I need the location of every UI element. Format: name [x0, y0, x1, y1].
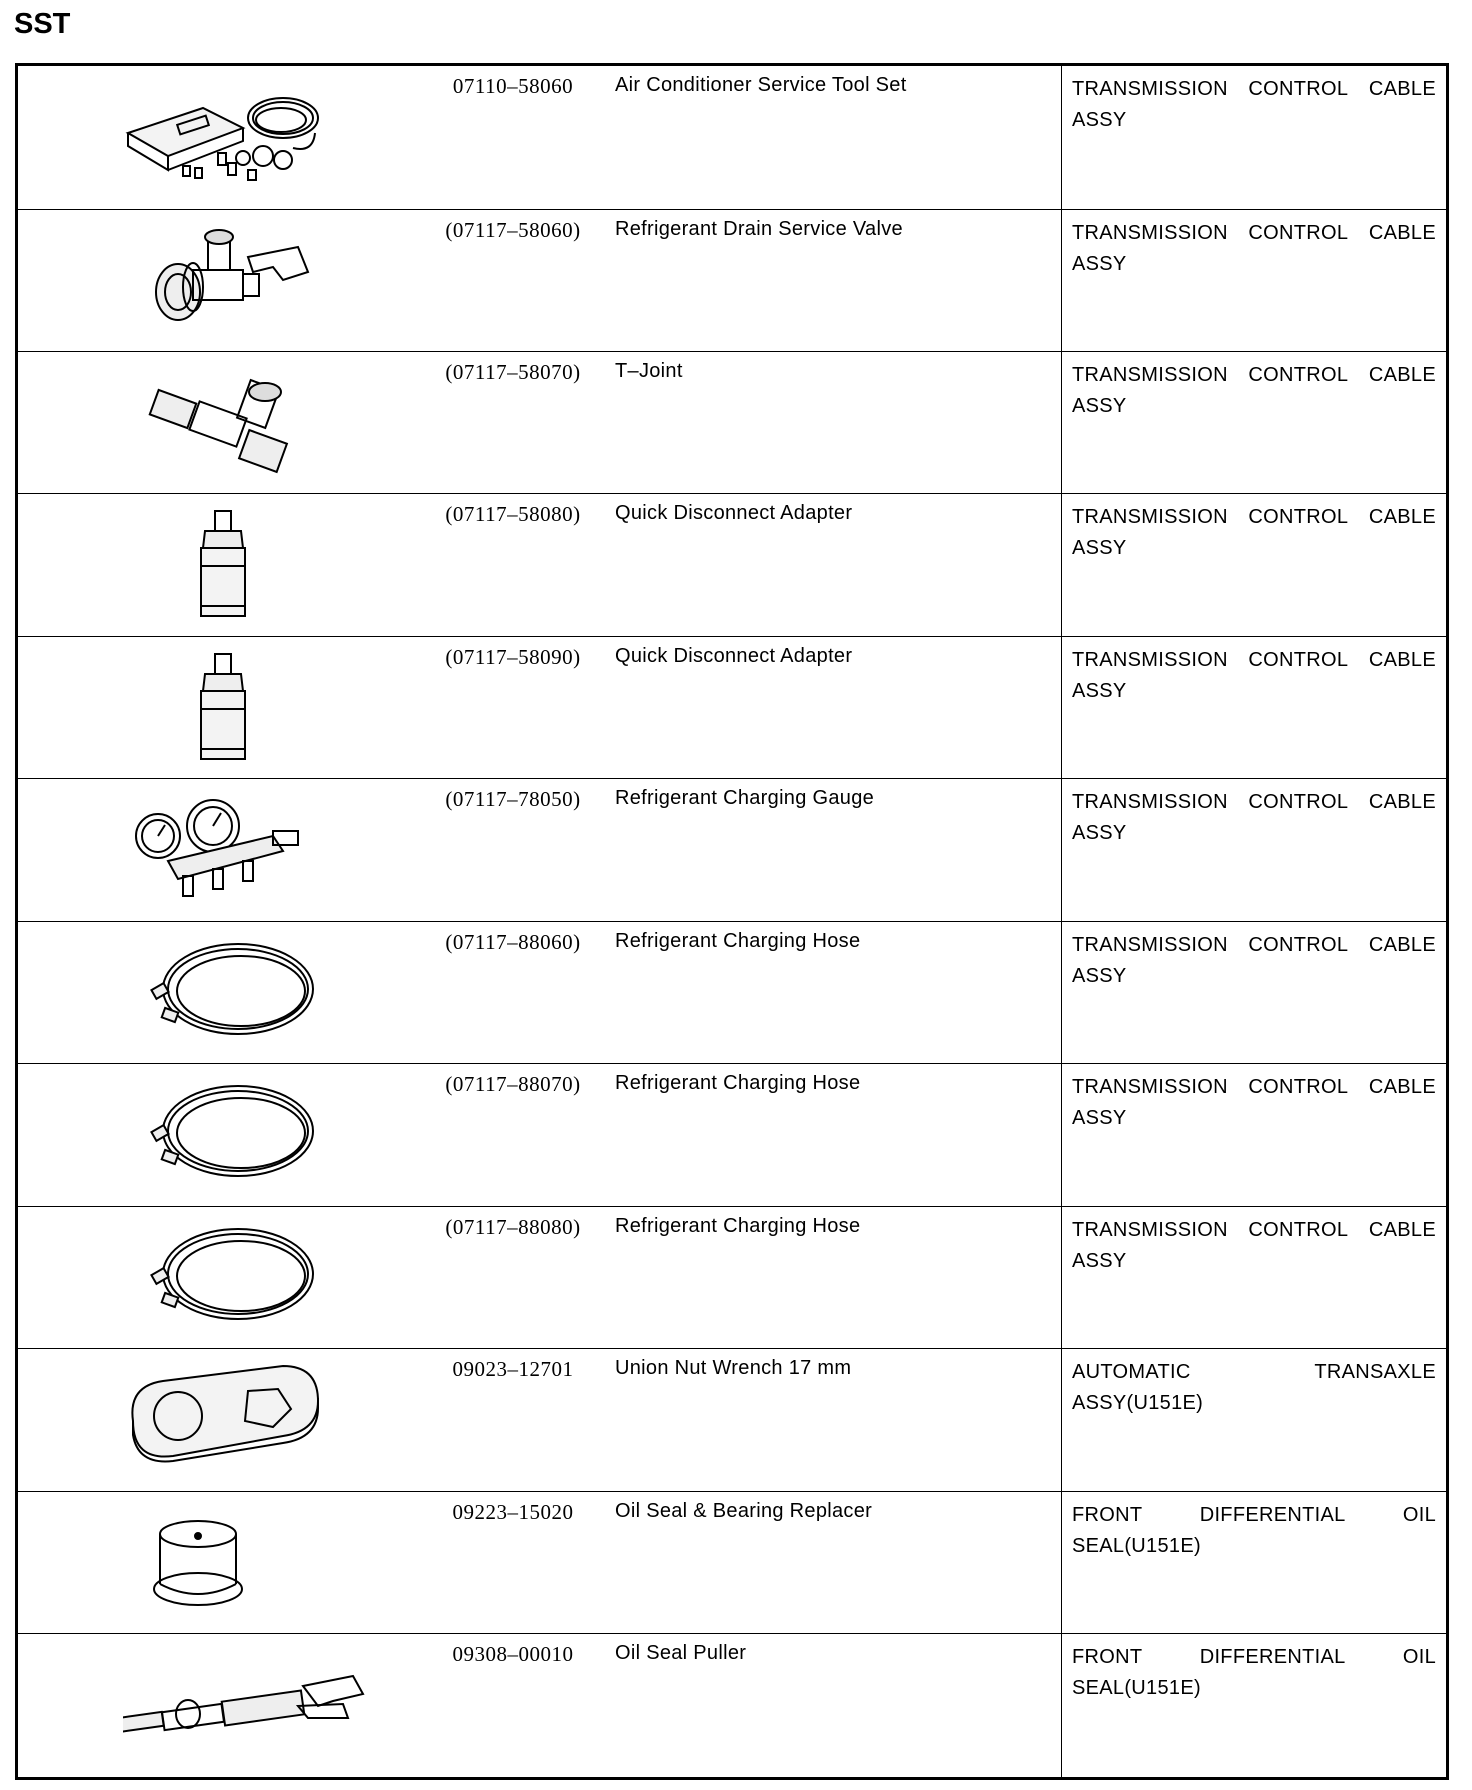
part-number: (07117–88060) — [445, 929, 581, 954]
hose-icon — [123, 934, 323, 1049]
used-for-cell — [1062, 351, 1448, 493]
used-for-line-1 — [1072, 218, 1436, 249]
used-for-word: TRANSMISSION — [1072, 506, 1228, 529]
used-for-line-2: ASSY — [1072, 679, 1127, 702]
table-row — [17, 351, 1448, 493]
used-for-word: CONTROL — [1248, 791, 1349, 814]
used-for-word: CABLE — [1368, 1076, 1436, 1099]
tool-name: Oil Seal Puller — [615, 1642, 747, 1665]
used-for-word: CONTROL — [1248, 221, 1349, 244]
tool-cell — [17, 65, 1062, 210]
used-for-word: FRONT — [1072, 1503, 1143, 1526]
used-for-line-2: ASSY(U151E) — [1072, 1392, 1204, 1415]
table-row — [17, 209, 1448, 351]
used-for-word: TRANSMISSION — [1072, 1218, 1228, 1241]
used-for-line-2: ASSY — [1072, 822, 1127, 845]
used-for-text — [1062, 494, 1446, 564]
used-for-line-1 — [1072, 1357, 1436, 1388]
used-for-text — [1062, 352, 1446, 422]
tool-cell — [17, 921, 1062, 1063]
used-for-cell — [1062, 1634, 1448, 1779]
used-for-word: TRANSMISSION — [1072, 648, 1228, 671]
used-for-line-1 — [1072, 930, 1436, 961]
used-for-word: TRANSAXLE — [1314, 1361, 1436, 1384]
tool-cell — [17, 636, 1062, 778]
used-for-word: OIL — [1402, 1503, 1436, 1526]
used-for-line-2: ASSY — [1072, 537, 1127, 560]
part-number: (07117–58080) — [445, 502, 581, 527]
used-for-line-2: SEAL(U151E) — [1072, 1534, 1201, 1557]
part-number: (07117–58060) — [445, 217, 581, 242]
used-for-word: CABLE — [1368, 78, 1436, 100]
used-for-word: TRANSMISSION — [1072, 363, 1228, 386]
tool-cell — [17, 1634, 1062, 1779]
used-for-line-1 — [1072, 1642, 1436, 1673]
tool-cell — [17, 209, 1062, 351]
part-number: (07117–58090) — [445, 644, 581, 669]
tool-name: Refrigerant Charging Hose — [615, 1214, 861, 1237]
tool-name: Air Conditioner Service Tool Set — [615, 74, 907, 96]
used-for-line-1 — [1072, 360, 1436, 391]
table-row — [17, 1064, 1448, 1206]
used-for-line-1 — [1072, 645, 1436, 676]
used-for-cell — [1062, 209, 1448, 351]
service-tool-set-icon — [123, 78, 323, 193]
used-for-word: TRANSMISSION — [1072, 1076, 1228, 1099]
tool-cell — [17, 1349, 1062, 1491]
tool-cell — [17, 779, 1062, 921]
used-for-line-2: ASSY — [1072, 1249, 1127, 1272]
used-for-line-1 — [1072, 1072, 1436, 1103]
tool-name: Oil Seal & Bearing Replacer — [615, 1499, 873, 1522]
used-for-text — [1062, 1207, 1446, 1277]
part-number: 09223–15020 — [452, 1499, 574, 1524]
used-for-line-2: ASSY — [1072, 964, 1127, 987]
table-row — [17, 1491, 1448, 1633]
hose-icon — [123, 1219, 323, 1334]
used-for-line-2: ASSY — [1072, 252, 1127, 275]
used-for-cell — [1062, 65, 1448, 210]
table-row — [17, 1349, 1448, 1491]
union-nut-wrench-icon — [123, 1361, 323, 1476]
used-for-word: TRANSMISSION — [1072, 791, 1228, 814]
table-row — [17, 636, 1448, 778]
used-for-line-1 — [1072, 1215, 1436, 1246]
part-number: 09023–12701 — [452, 1357, 574, 1382]
part-number: (07117–88070) — [445, 1072, 581, 1097]
sst-table-body — [17, 65, 1448, 1779]
used-for-word: AUTOMATIC — [1072, 1361, 1191, 1384]
used-for-line-2: ASSY — [1072, 1107, 1127, 1130]
hose-icon — [123, 1076, 323, 1191]
used-for-line-1 — [1072, 787, 1436, 818]
used-for-word: CONTROL — [1248, 1076, 1349, 1099]
used-for-cell — [1062, 636, 1448, 778]
tool-name: Refrigerant Charging Hose — [615, 929, 861, 952]
used-for-line-1 — [1072, 502, 1436, 533]
used-for-word: DIFFERENTIAL — [1199, 1646, 1346, 1669]
used-for-word: CABLE — [1368, 363, 1436, 386]
seal-puller-icon — [123, 1646, 323, 1761]
part-number: 07110–58060 — [452, 74, 574, 98]
used-for-cell — [1062, 921, 1448, 1063]
part-number: (07117–58070) — [445, 359, 581, 384]
used-for-word: CONTROL — [1248, 933, 1349, 956]
used-for-line-1 — [1072, 1500, 1436, 1531]
used-for-text — [1062, 1634, 1446, 1704]
used-for-word: CONTROL — [1248, 363, 1349, 386]
table-row — [17, 65, 1448, 210]
used-for-cell — [1062, 1064, 1448, 1206]
part-number: (07117–88080) — [445, 1214, 581, 1239]
tool-name: Quick Disconnect Adapter — [615, 644, 853, 667]
used-for-word: CABLE — [1368, 1218, 1436, 1241]
used-for-word: CABLE — [1368, 221, 1436, 244]
part-number: 09308–00010 — [452, 1642, 574, 1667]
tool-cell — [17, 351, 1062, 493]
tool-cell — [17, 1206, 1062, 1348]
used-for-cell — [1062, 1491, 1448, 1633]
used-for-word: CABLE — [1368, 933, 1436, 956]
used-for-cell — [1062, 1206, 1448, 1348]
used-for-text — [1062, 922, 1446, 992]
used-for-word: CABLE — [1368, 506, 1436, 529]
tool-name: Refrigerant Charging Hose — [615, 1072, 861, 1095]
used-for-cell — [1062, 779, 1448, 921]
seal-replacer-icon — [123, 1504, 323, 1619]
used-for-word: CONTROL — [1248, 506, 1349, 529]
table-row — [17, 494, 1448, 636]
page-title: SST — [14, 8, 71, 40]
adapter-icon — [123, 649, 323, 764]
used-for-word: DIFFERENTIAL — [1199, 1503, 1346, 1526]
used-for-line-1 — [1072, 74, 1436, 105]
part-number: (07117–78050) — [445, 787, 581, 812]
used-for-text — [1062, 637, 1446, 707]
used-for-text — [1062, 1492, 1446, 1562]
drain-valve-icon — [123, 222, 323, 337]
tool-cell — [17, 494, 1062, 636]
adapter-icon — [123, 506, 323, 621]
tool-name: Union Nut Wrench 17 mm — [615, 1357, 852, 1380]
tool-name: T–Joint — [615, 359, 683, 382]
tool-name: Quick Disconnect Adapter — [615, 502, 853, 525]
table-row — [17, 779, 1448, 921]
used-for-text — [1062, 1064, 1446, 1134]
used-for-word: TRANSMISSION — [1072, 221, 1228, 244]
used-for-cell — [1062, 494, 1448, 636]
used-for-text — [1062, 66, 1446, 136]
used-for-cell — [1062, 1349, 1448, 1491]
used-for-text — [1062, 1349, 1446, 1419]
used-for-word: TRANSMISSION — [1072, 78, 1228, 100]
used-for-text — [1062, 779, 1446, 849]
tool-name: Refrigerant Drain Service Valve — [615, 217, 903, 240]
table-row — [17, 921, 1448, 1063]
used-for-word: FRONT — [1072, 1646, 1143, 1669]
table-row — [17, 1634, 1448, 1779]
used-for-word: CONTROL — [1248, 1218, 1349, 1241]
used-for-line-2: ASSY — [1072, 394, 1127, 417]
used-for-line-2: SEAL(U151E) — [1072, 1677, 1201, 1700]
used-for-word: CABLE — [1368, 791, 1436, 814]
sst-table — [15, 63, 1449, 1780]
used-for-word: TRANSMISSION — [1072, 933, 1228, 956]
t-joint-icon — [123, 364, 323, 479]
tool-name: Refrigerant Charging Gauge — [615, 787, 875, 810]
used-for-line-2: ASSY — [1072, 109, 1127, 131]
used-for-word: CONTROL — [1248, 78, 1349, 100]
used-for-word: CONTROL — [1248, 648, 1349, 671]
tool-cell — [17, 1491, 1062, 1633]
used-for-word: OIL — [1402, 1646, 1436, 1669]
gauge-manifold-icon — [123, 791, 323, 906]
tool-cell — [17, 1064, 1062, 1206]
used-for-text — [1062, 210, 1446, 280]
table-row — [17, 1206, 1448, 1348]
used-for-word: CABLE — [1368, 648, 1436, 671]
